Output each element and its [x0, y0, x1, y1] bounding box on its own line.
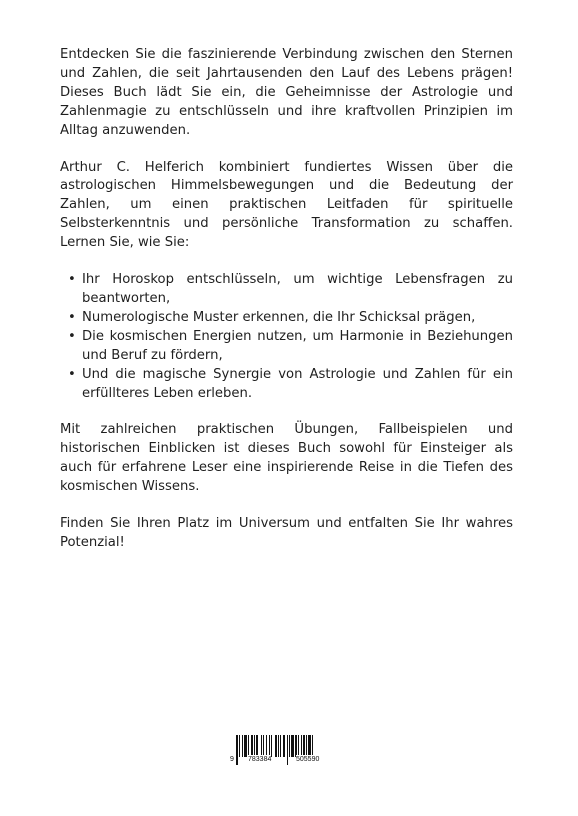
barcode-bar: [248, 735, 249, 757]
features-paragraph: Mit zahlreichen praktischen Übungen, Fallbeispielen und historischen Einblicken ist dieses Buch sowohl für Einsteiger als auch für erfahrene Leser eine inspirierende Reise in die Tiefen des kosmischen Wissens.: [60, 422, 513, 495]
barcode-bar: [236, 735, 238, 765]
barcode-bar: [263, 735, 264, 757]
barcode-bar: [291, 735, 294, 757]
list-item: • Und die magische Synergie von Astrologie und Zahlen für ein erfüllteres Leben erleben.: [60, 366, 513, 404]
barcode-bar: [301, 735, 302, 757]
list-item: • Numerologische Muster erkennen, die Ihr Schicksal prägen,: [60, 309, 513, 328]
barcode-bar: [298, 735, 299, 757]
list-item: • Ihr Horoskop entschlüsseln, um wichtige Lebensfragen zu beantworten,: [60, 271, 513, 309]
barcode-bar: [287, 735, 288, 765]
benefits-list: [60, 271, 513, 403]
barcode-bar: [256, 735, 258, 757]
barcode-bar: [306, 735, 307, 757]
barcode-bar: [280, 735, 281, 757]
barcode-bar: [278, 735, 279, 757]
back-cover-text: [60, 46, 513, 571]
barcode-bar: [295, 735, 297, 757]
barcode-bar: [303, 735, 305, 757]
barcode-bar: [308, 735, 311, 757]
closing-paragraph: Finden Sie Ihren Platz im Universum und entfalten Sie Ihr wahres Potenzial!: [60, 516, 513, 550]
barcode-bar: [261, 735, 262, 757]
barcode-prefix-digit: 9: [230, 756, 234, 763]
barcode-bar: [251, 735, 253, 757]
intro-paragraph: Entdecken Sie die faszinierende Verbindung zwischen den Sternen und Zahlen, die seit Jahrtausenden den Lauf des Lebens prägen! Dieses Buch lädt Sie ein, die Geheimnisse der Astrologie und Zahlenmagie zu entschlüsseln und ihre kraftvollen Prinzipien im Alltag anzuwenden.: [60, 47, 513, 138]
barcode-bar: [239, 735, 240, 757]
barcode-bar: [242, 735, 243, 757]
barcode-bar: [312, 735, 313, 757]
barcode-bar: [266, 735, 267, 757]
barcode-bar: [283, 735, 285, 757]
barcode-right-digits: 505590: [296, 756, 320, 763]
barcode-bar: [275, 735, 277, 757]
barcode-bar: [254, 735, 255, 757]
barcode-bar: [271, 735, 272, 757]
isbn-barcode: [230, 735, 340, 775]
barcode-left-digits: 783384: [248, 756, 272, 763]
barcode-bar: [289, 735, 290, 757]
barcode-bar: [269, 735, 270, 757]
author-paragraph: Arthur C. Helferich kombiniert fundiertes Wissen über die astrologischen Himmelsbewegungen und die Bedeutung der Zahlen, um einen praktischen Leitfaden für spirituelle Selbsterkenntnis und persönliche Transformation zu schaffen. Lernen Sie, wie Sie:: [60, 159, 513, 251]
barcode-bar: [244, 735, 247, 757]
list-item: • Die kosmischen Energien nutzen, um Harmonie in Beziehungen und Beruf zu fördern,: [60, 328, 513, 366]
